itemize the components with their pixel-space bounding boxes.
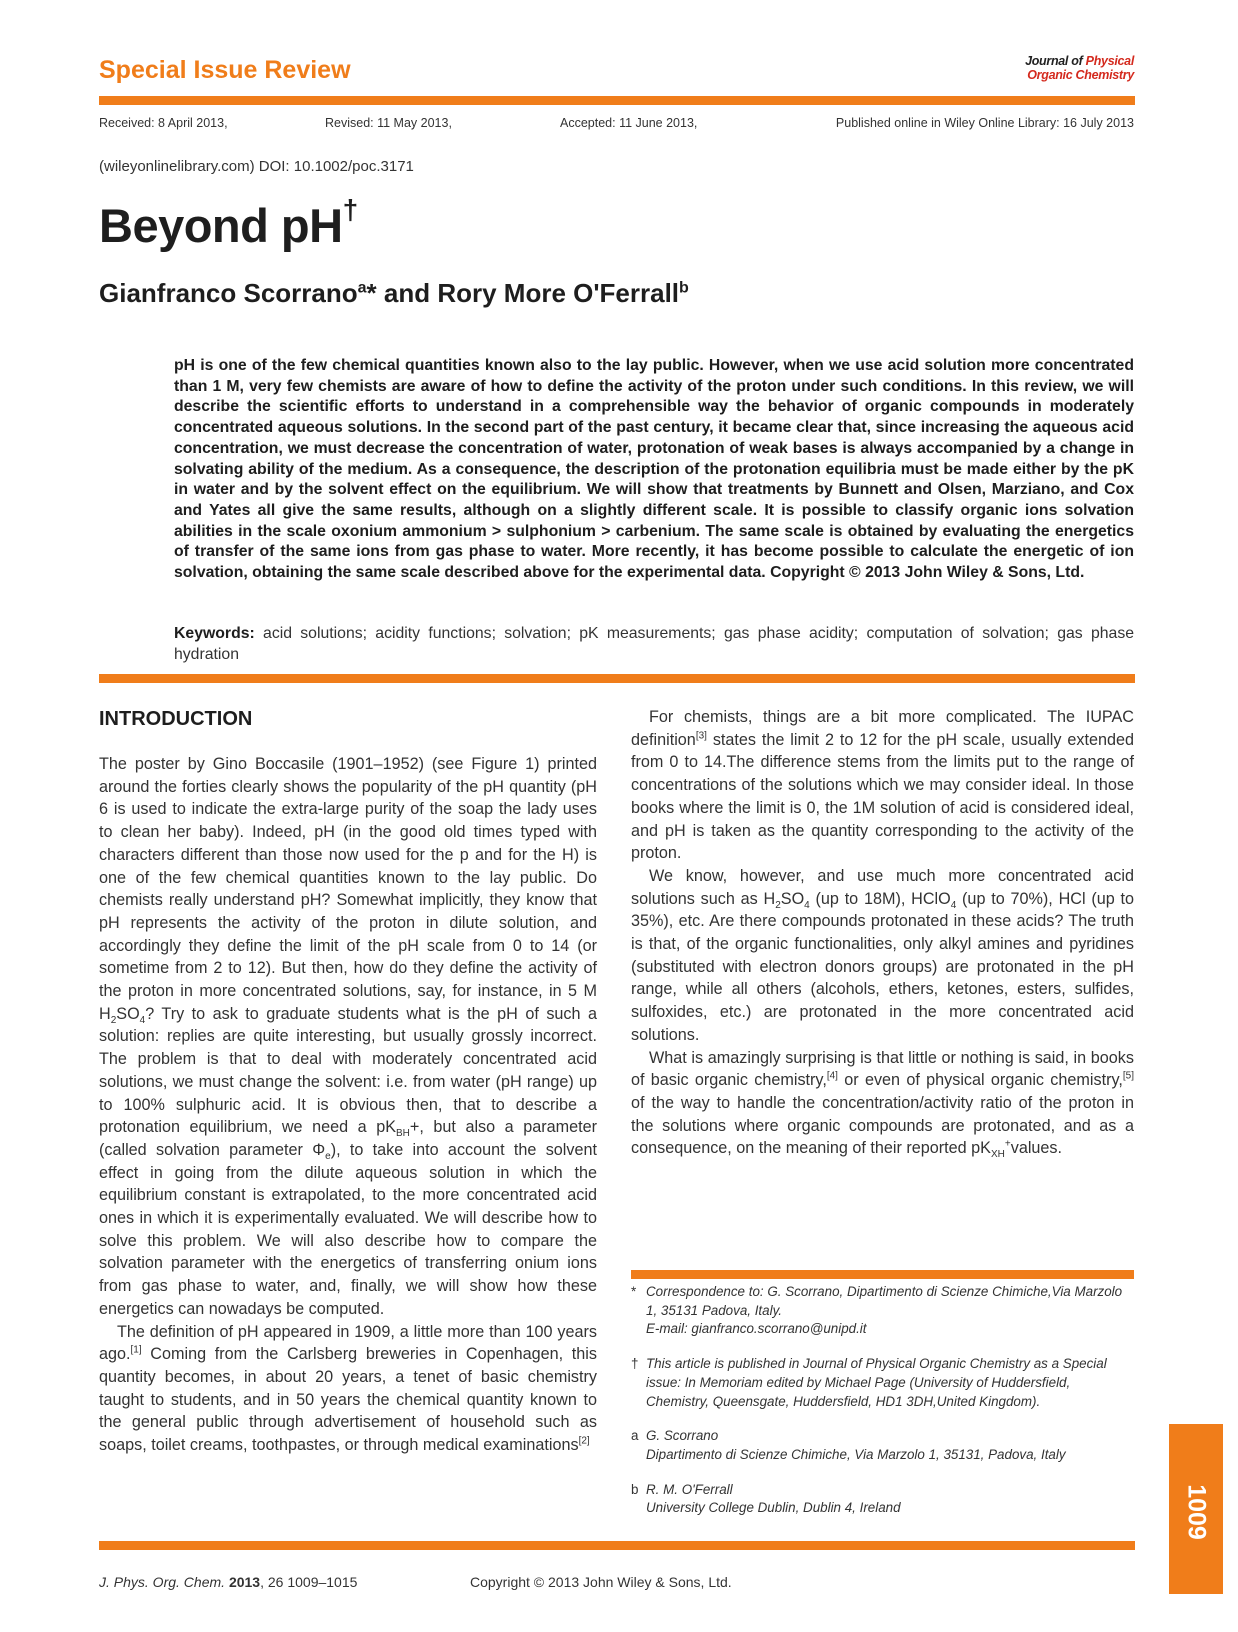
author-oferrall[interactable]: Rory More O'Ferrall (437, 278, 680, 308)
journal-logo (1025, 54, 1134, 82)
citation-ref-2[interactable]: [2] (578, 1435, 590, 1447)
right-paragraph-3 (631, 1047, 1134, 1161)
affiliation-b-name: R. M. O'Ferrall (646, 1481, 733, 1497)
keywords (174, 624, 1134, 665)
intro-p1-text-a: The poster by Gino Boccasile (1901–1952) (see Figure 1) printed around the forties clearly shows the popularity of the pH quantity (pH 6 is used to indicate the extra-large purity of the soap the lady uses to clean her baby). Indeed, pH (in the good old times typed with characters different than those now used for the p and for the H) is one of the few chemical quantities known to the lay public. Do chemists really understand pH? Somewhat implicitly, they know that pH represents the activity of the proton in dilute solution, and accordingly they define the limit of the pH scale from 0 to 14 (or sometime from 2 to 12). But then, how do they define the activity of the proton in more concentrated solutions, say, for instance, in 5 M H (99, 755, 597, 1023)
special-issue-text: This article is published in Journal of Physical Organic Chemistry as a Special issue: In Memoriam edited by Michael Page (University of Huddersfield, Chemistry, Queensgate, Huddersfield, HD1 3DH,United Kingdom). (646, 1356, 1107, 1409)
footer-citation (99, 1574, 357, 1590)
intro-p1-text-b: SO (116, 1004, 140, 1023)
correspondence-email[interactable]: E-mail: gianfranco.scorrano@unipd.it (646, 1321, 867, 1337)
right-p2-text-d: (up to 70%), HCl (up to 35%), etc. Are there compounds protonated in these acids? The truth is that, of the organic functionalities, only alkyl amines and pyridines (substituted with electron donors groups) are protonated in the pH range, while all others (alcohols, ethers, ketones, esters, sulfides, sulfoxides, etc.) are protonated in the more concentrated acid solutions. (631, 889, 1134, 1044)
accepted-date: Accepted: 11 June 2013, (560, 116, 698, 130)
subscript: e (325, 1151, 331, 1163)
left-column (99, 753, 597, 1457)
intro-p1-text-d: +, but also a parameter (called solvation parameter Φ (99, 1118, 598, 1159)
header-rule (99, 96, 1135, 105)
right-column (631, 706, 1134, 1160)
footer-copyright: Copyright © 2013 John Wiley & Sons, Ltd. (470, 1574, 732, 1590)
citation-ref-1[interactable]: [1] (130, 1344, 142, 1356)
intro-p2-text-b: Coming from the Carlsberg breweries in Copenhagen, this quantity becomes, in about 20 years, a tenet of basic chemistry taught to students, and in 50 years the chemical quantity known to the general public through advertisement of household such as soaps, toilet creams, toothpastes, or through medical examinations (99, 1345, 597, 1455)
intro-paragraph-1 (99, 753, 597, 1321)
page-number: 1009 (1182, 1484, 1211, 1540)
subscript: 2 (110, 1014, 117, 1026)
correspondence-note (631, 1283, 1134, 1339)
right-p2-text-a: We know, however, and use much more concentrated acid solutions such as H (631, 866, 1134, 908)
citation-ref-5[interactable]: [5] (1122, 1070, 1134, 1082)
journal-logo-emph: Physical (1085, 54, 1134, 68)
published-date: Published online in Wiley Online Library: 16 July 2013 (835, 116, 1134, 130)
affiliation-b (631, 1481, 1134, 1518)
affiliation-a (631, 1427, 1134, 1464)
footer-rule (99, 1541, 1135, 1550)
intro-p2-text-a: The definition of pH appeared in 1909, a little more than 100 years ago. (99, 1322, 597, 1364)
journal-logo-line2: Organic Chemistry (1027, 68, 1134, 82)
title-text: Beyond pH (99, 199, 343, 252)
intro-p1-text-e: ), to take into account the solvent effect in going from the dilute aqueous solution in which the equilibrium constant is extrapolated, to the more concentrated acid ones in which it is experimentally evaluated. We will describe how to solve this problem. We will also describe how to compare the solvation parameter with the energetics of transferring onium ions from gas phase to water, and, finally, we will show how these energetics can nowadays be computed. (99, 1140, 597, 1318)
footnote-mark: † (631, 1356, 639, 1372)
footnote-mark: b (631, 1481, 639, 1497)
right-p3-text-d: values. (1010, 1139, 1063, 1158)
revised-date: Revised: 11 May 2013, (325, 116, 452, 130)
corresponding-star: * (366, 278, 377, 308)
right-p3-text-b: or even of physical organic chemistry, (837, 1071, 1123, 1090)
journal-logo-prefix: Journal of (1025, 54, 1083, 68)
page-number-tab (1169, 1424, 1223, 1594)
affiliation-b-address: University College Dublin, Dublin 4, Ireland (646, 1500, 901, 1516)
citation-ref-3[interactable]: [3] (695, 730, 707, 742)
subscript: 4 (804, 899, 810, 911)
title-dagger: † (342, 194, 358, 226)
right-paragraph-2 (631, 865, 1134, 1047)
right-paragraph-1 (631, 706, 1134, 865)
section-label: Special Issue Review (99, 56, 351, 84)
keywords-text: acid solutions; acidity functions; solvation; pK measurements; gas phase acidity; computation of solvation; gas phase hydration (174, 625, 1134, 663)
footer-year: 2013 (228, 1574, 261, 1590)
section-heading-introduction: INTRODUCTION (99, 708, 253, 730)
author1-affil-mark: a (357, 279, 367, 297)
subscript: 4 (950, 899, 957, 911)
subscript: 4 (139, 1014, 146, 1026)
superscript: + (1004, 1138, 1011, 1150)
affiliation-a-address: Dipartimento di Scienze Chimiche, Via Marzolo 1, 35131, Padova, Italy (646, 1446, 1066, 1462)
right-p2-text-c: (up to 18M), HClO (809, 889, 951, 908)
right-p1-text-b: states the limit 2 to 12 for the pH scale, usually extended from 0 to 14.The difference stems from the limits put to the range of concentrations of the solutions which we may consider ideal. In those books where the limit is 0, the 1M solution of acid is considered ideal, and pH is taken as the quantity corresponding to the activity of the proton. (631, 730, 1134, 863)
footnote-mark: a (631, 1428, 639, 1444)
footnote-mark: * (631, 1284, 637, 1299)
subscript: XH (990, 1149, 1005, 1161)
keywords-label: Keywords: (174, 625, 255, 642)
author2-affil-mark: b (679, 279, 689, 297)
affiliation-a-name: G. Scorrano (646, 1428, 719, 1444)
intro-p1-text-c: ? Try to ask to graduate students what is the pH of such a solution: replies are quite interesting, but usually grossly incorrect. The problem is that to deal with moderately concentrated acid solutions, we must change the solvent: i.e. from water (pH range) up to 100% sulphuric acid. It is obvious then, that to describe a protonation equilibrium, we need a pK (99, 1004, 597, 1137)
right-p2-text-b: SO (780, 889, 805, 908)
footer-volume-pages: , 26 1009–1015 (260, 1574, 358, 1590)
footer-journal-abbrev: J. Phys. Org. Chem. (99, 1574, 226, 1590)
subscript: BH (396, 1128, 410, 1140)
citation-ref-4[interactable]: [4] (826, 1070, 838, 1082)
abstract: pH is one of the few chemical quantities known also to the lay public. However, when we use acid solution more concentrated than 1 M, very few chemists are aware of how to define the activity of the proton under such conditions. In this review, we will describe the scientific efforts to understand in a comprehensible way the behavior of organic compounds in moderately concentrated aqueous solutions. In the second part of the past century, it became clear that, since increasing the aqueous acid concentration, we must decrease the concentration of water, protonation of weak bases is always accompanied by a change in solvating ability of the medium. As a consequence, the description of the protonation equilibria must be made either by the pK in water and by the solvent effect on the equilibrium. We will show that treatments by Bunnett and Olsen, Marziano, and Cox and Yates all give the same results, although on a slightly different scale. It is possible to classify organic ions solvation abilities in the scale oxonium ammonium > sulphonium > carbenium. The same scale is obtained by evaluating the energetics of transfer of the same ions from gas phase to water. More recently, it has become possible to calculate the energetic of ion solvation, obtaining the same scale described above for the experimental data. Copyright © 2013 John Wiley & Sons, Ltd. (174, 357, 1134, 582)
author-scorrano[interactable]: Gianfranco Scorrano (99, 278, 358, 308)
footnote-rule (631, 1270, 1134, 1279)
author-joiner: and (376, 278, 438, 308)
special-issue-note (631, 1355, 1134, 1411)
correspondence-text: Correspondence to: G. Scorrano, Dipartimento di Scienze Chimiche,Via Marzolo 1, 35131 Padova, Italy. (646, 1284, 1123, 1318)
subscript: 2 (775, 899, 781, 911)
received-date: Received: 8 April 2013, (99, 116, 228, 130)
intro-paragraph-2 (99, 1321, 597, 1457)
right-p1-text-a: For chemists, things are a bit more complicated. The IUPAC definition (631, 708, 1134, 749)
footnotes (631, 1283, 1134, 1534)
doi-line[interactable]: (wileyonlinelibrary.com) DOI: 10.1002/poc.3171 (99, 158, 414, 175)
article-title (99, 194, 358, 253)
abstract-rule (99, 674, 1135, 683)
right-p3-text-a: What is amazingly surprising is that little or nothing is said, in books of basic organic chemistry, (631, 1048, 1134, 1090)
right-p3-text-c: of the way to handle the concentration/activity ratio of the proton in the solutions where organic compounds are protonated, and as a consequence, on the meaning of their reported pK (631, 1093, 1134, 1158)
author-list (99, 278, 689, 309)
